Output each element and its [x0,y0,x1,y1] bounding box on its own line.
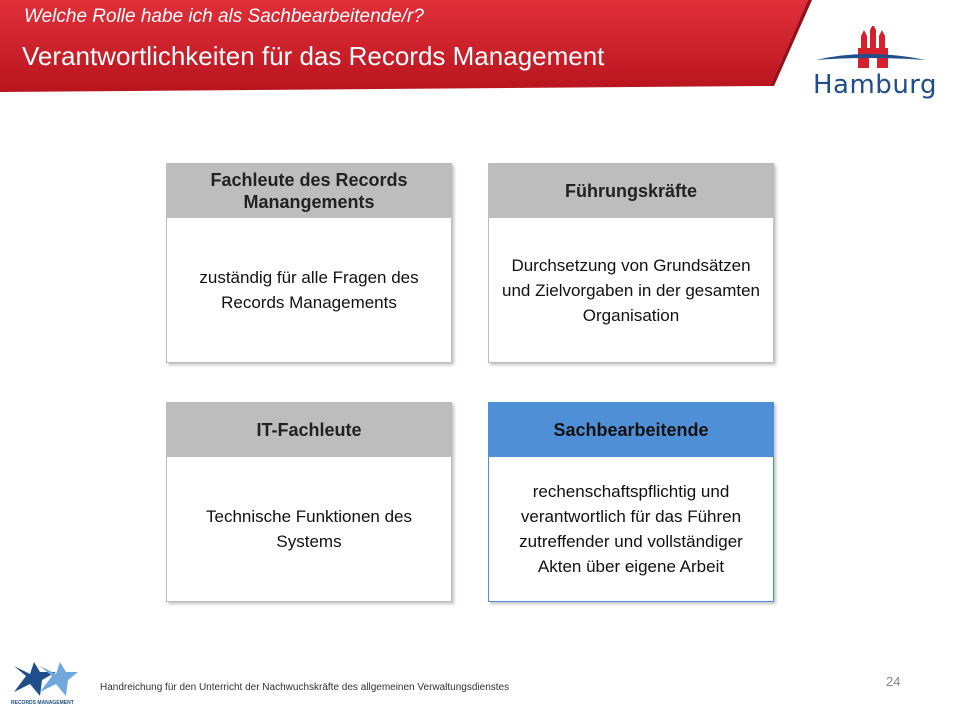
card-fuehrungskraefte [488,163,774,363]
card-body: Technische Funktionen des Systems [205,507,413,551]
card-body: Durchsetzung von Grundsätzen und Zielvorgaben in der gesamten Organisation [502,255,760,325]
card-title: Führungskräfte [489,164,773,218]
card-title: Sachbearbeitende [489,403,773,457]
records-management-logo-text: RECORDS MANAGEMENT [11,700,74,706]
card-sachbearbeitende [488,402,774,602]
card-fachleute [166,163,452,363]
page-number: 24 [886,674,901,689]
slide-title: Verantwortlichkeiten für das Records Management [22,41,605,71]
hamburg-logo [806,26,936,106]
footer-caption: Handreichung für den Unterricht der Nachwuchskräfte des allgemeinen Verwaltungsdienstes [100,682,510,693]
card-it-fachleute [166,402,452,602]
castle-icon [806,26,936,70]
card-title: Fachleute des Records Manangements [167,164,451,218]
card-body: zuständig für alle Fragen des Records Managements [199,268,419,312]
slide-subtitle: Welche Rolle habe ich als Sachbearbeitende/r? [24,6,424,27]
card-title: IT-Fachleute [167,403,451,457]
hamburg-wordmark: Hamburg [813,70,938,100]
card-body: rechenschaftspflichtig und verantwortlich für das Führen zutreffender und vollständiger Akten über eigene Arbeit [519,482,743,576]
